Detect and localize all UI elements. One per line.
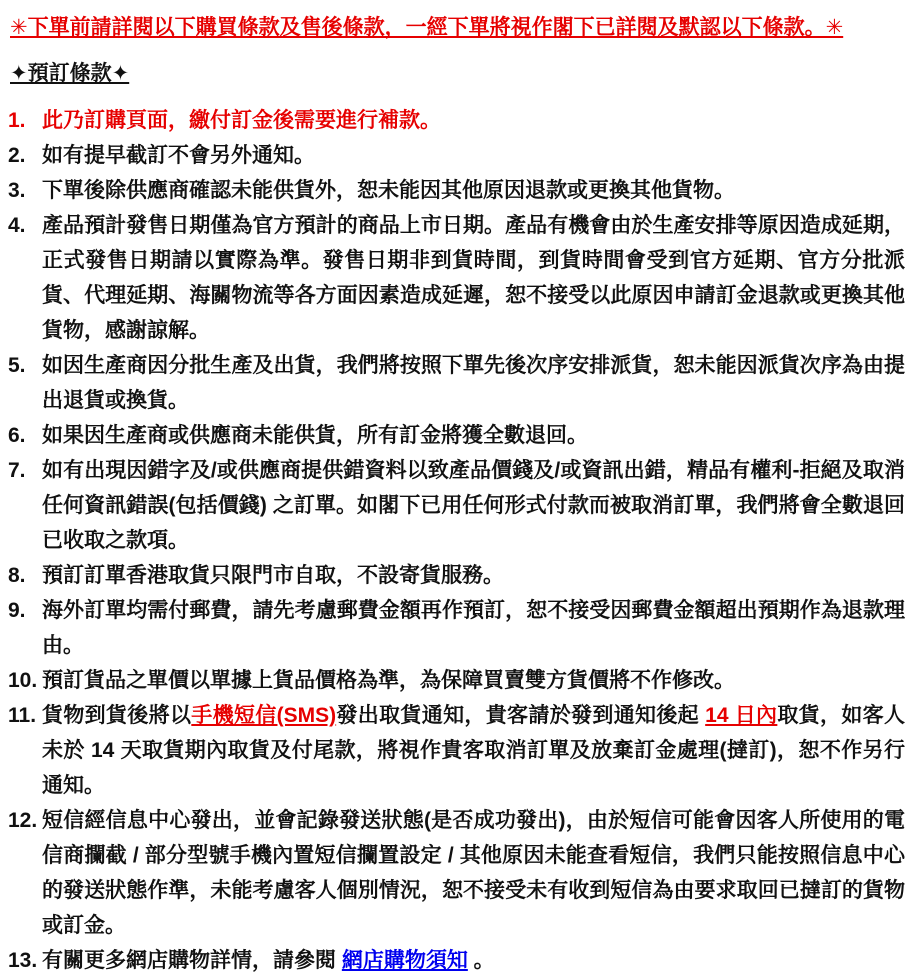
term-number: 3. [8, 179, 26, 202]
term-number: 9. [8, 599, 26, 622]
term-text [42, 558, 905, 593]
term-text [42, 803, 905, 943]
term-text-segment: 取貨，如客人未於 14 天取貨期內取貨及付尾款，將視作貴客取消訂單及放棄訂金處理(撻訂)，恕不作另行通知。 [42, 704, 905, 797]
term-text [42, 103, 905, 138]
term-number: 8. [8, 564, 26, 587]
term-text-segment: 此乃訂購頁面，繳付訂金後需要進行補款。 [42, 109, 441, 132]
term-number: 2. [8, 144, 26, 167]
term-number: 13. [8, 949, 38, 972]
term-text-segment: 預訂訂單香港取貨只限門市自取，不設寄貨服務。 [42, 564, 504, 587]
term-text [42, 698, 905, 803]
term-text [42, 663, 905, 698]
term-text [42, 208, 905, 348]
term-number: 10. [8, 669, 38, 692]
term-text-segment: 貨物到貨後將以 [42, 704, 192, 727]
term-number: 6. [8, 424, 26, 447]
term-text [42, 348, 905, 418]
term-text-segment: 產品預計發售日期僅為官方預計的商品上市日期。產品有機會由於生產安排等原因造成延期，正式發售日期請以實際為準。發售日期非到貨時間，到貨時間會受到官方延期、官方分批派貨、代理延期、海關物流等各方面因素造成延遲，恕不接受以此原因申請訂金退款或更換其他貨物，感謝諒解。 [42, 214, 905, 342]
term-number: 12. [8, 809, 38, 832]
term-text [42, 173, 905, 208]
term-number: 1. [8, 109, 26, 132]
purchase-warning-banner: ✳下單前請詳閱以下購買條款及售後條款，一經下單將視作閣下已詳閱及默認以下條款。✳ [10, 16, 844, 39]
term-text-segment: 發出取貨通知，貴客請於發到通知後起 [336, 704, 706, 727]
term-text-segment: 短信經信息中心發出，並會記錄發送狀態(是否成功發出)，由於短信可能會因客人所使用的電信商攔截 / 部分型號手機內置短信攔置設定 / 其他原因未能查看短信，我們只能按照信息中心的發送狀態作準，未能考慮客人個別情況，恕不接受未有收到短信為由要求取回已撻訂的貨物或訂金。 [42, 809, 905, 937]
term-item [8, 103, 905, 138]
store-shopping-guide-link[interactable]: 網店購物須知 [341, 949, 468, 972]
section-title-row [10, 56, 905, 91]
term-text-segment: 如有出現因錯字及/或供應商提供錯資料以致產品價錢及/或資訊出錯，精品有權利-拒絕及取消任何資訊錯誤(包括價錢) 之訂單。如閣下已用任何形式付款而被取消訂單，我們將會全數退回已收取之款項。 [42, 459, 905, 552]
pickup-deadline-emphasis: 14 日內 [705, 704, 778, 727]
term-text-segment: 有關更多網店購物詳情，請參閱 [42, 949, 342, 972]
terms-list [8, 103, 905, 978]
term-text-segment: 海外訂單均需付郵費，請先考慮郵費金額再作預訂，恕不接受因郵費金額超出預期作為退款理由。 [42, 599, 905, 657]
term-item [8, 348, 905, 418]
term-text [42, 593, 905, 663]
term-item [8, 663, 905, 698]
term-text [42, 138, 905, 173]
term-number: 11. [8, 704, 37, 727]
term-item [8, 453, 905, 558]
term-item [8, 138, 905, 173]
term-item [8, 803, 905, 943]
term-text-segment: 如有提早截訂不會另外通知。 [42, 144, 315, 167]
term-item [8, 418, 905, 453]
section-title-preorder-terms: ✦預訂條款✦ [10, 62, 130, 85]
term-text [42, 418, 905, 453]
term-number: 4. [8, 214, 26, 237]
term-item [8, 943, 905, 978]
term-text [42, 943, 905, 978]
term-item [8, 593, 905, 663]
sms-notice-emphasis: 手機短信(SMS) [191, 704, 337, 727]
term-text-segment: 下單後除供應商確認未能供貨外，恕未能因其他原因退款或更換其他貨物。 [42, 179, 735, 202]
term-text-segment: 預訂貨品之單價以單據上貨品價格為準，為保障買賣雙方貨價將不作修改。 [42, 669, 735, 692]
term-item [8, 173, 905, 208]
term-item [8, 558, 905, 593]
term-text-segment: 。 [467, 949, 495, 972]
term-item [8, 698, 905, 803]
term-item [8, 208, 905, 348]
term-text-segment: 如因生產商因分批生產及出貨，我們將按照下單先後次序安排派貨，恕未能因派貨次序為由提出退貨或換貨。 [42, 354, 905, 412]
term-text-segment: 如果因生產商或供應商未能供貨，所有訂金將獲全數退回。 [42, 424, 588, 447]
term-text [42, 453, 905, 558]
term-number: 7. [8, 459, 26, 482]
term-number: 5. [8, 354, 26, 377]
